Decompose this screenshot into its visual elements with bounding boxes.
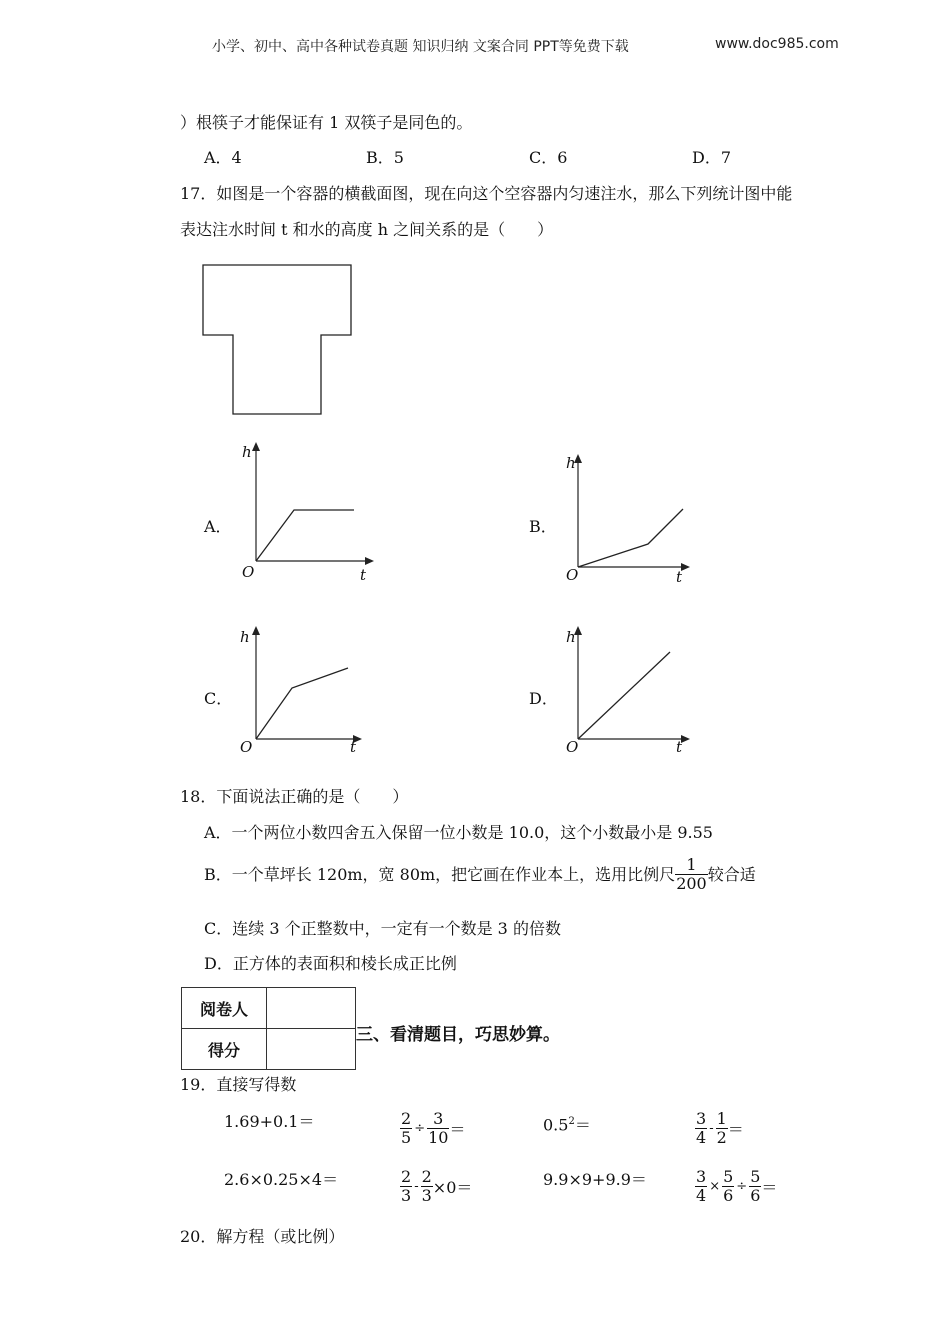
e8-op1: × [709,1179,721,1194]
q19-expr-3 [543,1111,591,1136]
q17-option-c-label: C． [204,689,233,708]
e3-base: 0.5 [543,1115,569,1135]
scale-denominator: 200 [676,874,707,893]
scale-fraction [675,856,708,893]
graph-b-line [578,509,683,567]
q16-tail: ）根筷子才能保证有 1 双筷子是同色的。 [180,113,473,132]
graph-a-t-label: t [360,566,367,584]
e8-d3: 6 [750,1186,761,1205]
graph-d-origin-label: O [566,738,579,756]
e6-tail: ×0＝ [432,1178,473,1197]
q17-stem-line1: 17．如图是一个容器的横截面图，现在向这个空容器内匀速注水，那么下列统计图中能 [180,184,793,203]
graph-d [558,622,708,757]
e4-d2: 2 [716,1128,727,1147]
e2-n2: 3 [427,1110,449,1129]
e8-d2: 6 [723,1186,734,1205]
e8-n3: 5 [750,1167,761,1186]
graph-a-origin-label: O [242,563,255,581]
q17-stem-line2: 表达注水时间 t 和水的高度 h 之间关系的是（ ） [180,220,554,239]
graph-a-x-arrow [365,557,374,565]
q16-option-a: A．4 [204,148,242,167]
e6-n2: 2 [421,1167,432,1186]
e2-op: ÷ [414,1121,426,1136]
graph-b [558,450,708,590]
graph-c-origin-label: O [240,738,253,756]
q16-option-d: D．7 [692,148,732,167]
graph-c-line [256,668,348,739]
score-table [181,987,356,1070]
q18-option-b-text: B．一个草坪长 120m，宽 80m，把它画在作业本上，选用比例尺 [204,864,676,884]
score-cell[interactable] [267,1029,356,1070]
e8-eq: ＝ [761,1178,778,1197]
q17-option-d-label: D． [529,689,558,708]
q20-stem: 20．解方程（或比例） [180,1227,345,1246]
graph-a [236,440,386,585]
reviewer-label: 阅卷人 [182,988,267,1029]
graph-a-y-arrow [252,442,260,451]
graph-c-t-label: t [350,738,357,756]
header-left-text: 小学、初中、高中各种试卷真题 知识归纳 文案合同 PPT等免费下载 [212,39,629,55]
graph-d-h-label: h [566,628,576,646]
e8-op2: ÷ [736,1179,748,1194]
e6-op: - [414,1179,419,1194]
q19-expr-2 [400,1110,465,1147]
q17-option-b-label: B． [529,517,557,536]
q19-stem: 19．直接写得数 [180,1075,297,1094]
q18-option-c: C．连续 3 个正整数中，一定有一个数是 3 的倍数 [204,919,561,938]
e4-d1: 4 [696,1128,707,1147]
q16-option-b: B．5 [366,148,404,167]
e2-d2: 10 [428,1128,449,1147]
q18-stem: 18．下面说法正确的是（ ） [180,787,409,806]
graph-a-line [256,510,354,561]
e6-d1: 3 [401,1186,412,1205]
graph-b-origin-label: O [566,566,579,584]
q17-option-a-label: A． [204,517,232,536]
container-outline [203,265,351,414]
graph-c [236,622,376,757]
reviewer-cell[interactable] [267,988,356,1029]
q16-option-c: C．6 [529,148,568,167]
q19-expr-4 [695,1110,744,1147]
e4-n2: 1 [716,1109,727,1128]
e6-n1: 2 [401,1167,412,1186]
e2-d1: 5 [401,1128,412,1147]
q18-option-b [204,856,756,893]
graph-b-t-label: t [676,568,683,586]
e2-n1: 2 [401,1109,412,1128]
e4-eq: ＝ [727,1120,744,1139]
scale-numerator: 1 [675,856,708,875]
q19-expr-6 [400,1168,472,1205]
graph-a-h-label: h [242,443,252,461]
q18-option-d: D．正方体的表面积和棱长成正比例 [204,954,457,973]
score-label: 得分 [182,1029,267,1070]
q18-option-b-tail: 较合适 [707,864,756,884]
e3-exponent: 2 [568,1116,575,1127]
e2-eq: ＝ [449,1120,466,1139]
e8-d1: 4 [696,1186,707,1205]
graph-d-x-arrow [681,735,690,743]
graph-d-t-label: t [676,738,683,756]
header-url[interactable]: www.doc985.com [715,36,839,52]
e6-d2: 3 [421,1186,432,1205]
e8-n1: 3 [696,1167,707,1186]
e8-n2: 5 [723,1167,734,1186]
q19-expr-5: 2.6×0.25×4＝ [224,1170,339,1189]
graph-c-h-label: h [240,628,250,646]
q19-expr-7: 9.9×9+9.9＝ [543,1170,647,1189]
q19-expr-1: 1.69+0.1＝ [224,1112,315,1131]
e4-op: - [709,1121,714,1136]
graph-b-x-arrow [681,563,690,571]
e4-n1: 3 [696,1109,707,1128]
section-3-title: 三、看清题目，巧思妙算。 [356,1025,560,1045]
graph-d-line [578,652,670,739]
graph-b-h-label: h [566,454,576,472]
e3-eq: ＝ [574,1115,591,1135]
q18-option-a: A．一个两位小数四舍五入保留一位小数是 10.0，这个小数最小是 9.55 [204,823,713,842]
graph-c-y-arrow [252,626,260,635]
q19-expr-8 [695,1168,777,1205]
